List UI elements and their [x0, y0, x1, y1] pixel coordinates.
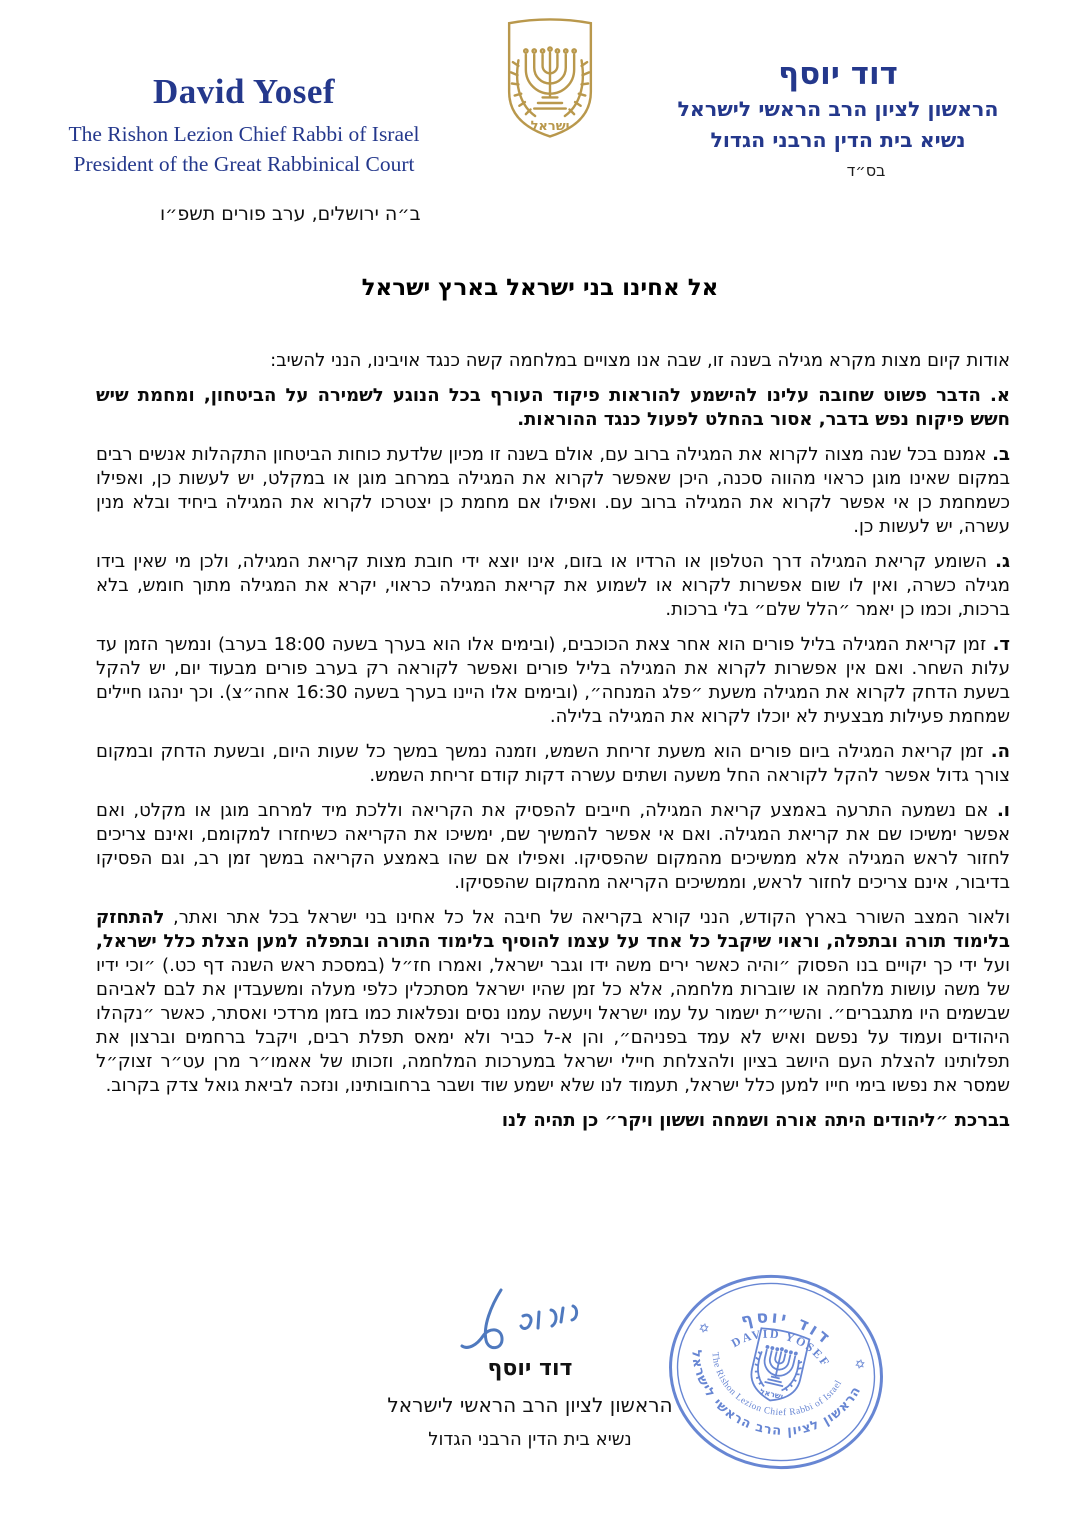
- letter-item-bet: [96, 443, 1010, 539]
- item-marker: ג.: [995, 551, 1010, 572]
- item-marker: ד.: [992, 634, 1010, 655]
- israel-state-emblem-icon: ישראל: [488, 12, 612, 142]
- header-hebrew-title-1: הראשון לציון הרב הראשי לישראל: [677, 97, 999, 121]
- item-text: השומע קריאת המגילה דרך הטלפון או הרדיו או בזום, אינו יוצא ידי חובת מצות קריאת המגילה, ולכן מי שאין בידו מגילה כשרה, ואין לו שום אפשרות לקרוא או לשמוע את קריאת המגילה כראוי, יקרא את המגילה מתוך חומש, בלא ברכות, וכמו כן יאמר ״הלל שלם״ בלי ברכות.: [96, 551, 1010, 620]
- stamp-latin-name: DAVID YOSEF: [728, 1326, 834, 1371]
- letter-title: אל אחינו בני ישראל בארץ ישראל: [361, 275, 719, 301]
- letter-item-dalet: [96, 633, 1010, 729]
- letter-closing: [96, 906, 1010, 1098]
- star-of-david-icon-left: ✡: [696, 1320, 711, 1338]
- header-english-title-2: President of the Great Rabbinical Court: [73, 151, 415, 176]
- item-text: זמן קריאת המגילה ביום פורים הוא משעת זריחת השמש, וזמנה נמשך במשך כל שעות היום, ובשעת הדחק ובמקום צורך גדול אפשר להקל לקוראה החל משעה ושתים עשרה דקות קודם זריחת השמש.: [96, 741, 1010, 786]
- header-hebrew-title-2: נשיא בית הדין הרבני הגדול: [710, 127, 966, 152]
- closing-post: ועל ידי כך יקויים בנו הפסוק ״והיה כאשר ירים משה ידו וגבר ישראל, ואמרו חז״ל (במסכת ראש השנה דף כט.) ״וכי ידיו של משה עושות מלחמה או שוברות מלחמה, אלא כל זמן שהיו ישראל מסתכלין כלפי מעלה ומשעבדין את לבם לאביהם שבשמים היו מתגברים״. והשי״ת ישמור על עמו ישראל ויעשה עמנו נסים ונפלאות כמו בזמן מרדכי ואסתר, כאשר ״נקהלו היהודים ועמוד על נפשם ואיש לא עמד בפניהם״, והן א-ל כביר ולא ימאס תפלת רבים, ויקבל ברחמים וברצון את תפלותינו להצלת העם היושב בציון ולהצלחת חיילי ישראל במערכות המלחמה, וזכותו של אאמו״ר מרן עט״ר זצוק״ל שמסר את נפשו בימי חייו למען כלל ישראל, תעמוד לנו שלא ישמע שוד ושבר ברחובותינו, ונזכה לביאת גואל צדק בקרוב.: [96, 955, 1010, 1096]
- item-text: אמנם בכל שנה מצוה לקרוא את המגילה ברוב עם, אולם בשנה זו מכיון שלדעת כוחות הביטחון התקהלות אנשים רבים במקום שאינו מוגן כראוי מהווה סכנה, היכן שאפשר לקרוא את המגילה במרחב מוגן או במקלט, יש לעשות כן, ואפילו כשמחמת כן אי אפשר לקרוא את המגילה ברוב עם. ואפילו אם מחמת כן יצטרכו לקרוא את המגילה ביחיד ובלא מנין עשרה, יש לעשות כן.: [96, 444, 1010, 537]
- rabbi-official-stamp: [658, 1270, 898, 1482]
- item-marker: ו.: [996, 800, 1010, 821]
- signer-title-2: נשיא בית הדין הרבני הגדול: [428, 1429, 632, 1450]
- letter-body: [96, 349, 1010, 1144]
- item-marker: ב.: [992, 444, 1010, 465]
- header-english: [48, 72, 440, 179]
- item-marker: ה.: [990, 741, 1010, 762]
- header-hebrew-name: דוד יוסף: [778, 56, 898, 92]
- signer-title-1: הראשון לציון הרב הראשי לישראל: [387, 1393, 673, 1417]
- item-text: הדבר פשוט שחובה עלינו להישמע להוראות פיקוד העורף בכל הנוגע לשמירה על הביטחון, ומחמת שיש חשש פיקוח נפש בדבר, אסור בהחלט לפעול כנגד ההוראות.: [96, 385, 1010, 430]
- stamp-hebrew-ring: הראשון לציון הרב הראשי לישראל: [688, 1349, 865, 1439]
- closing-pre: ולאור המצב השורר בארץ הקודש, הנני קורא בקריאה של חיבה אל כל אחינו בני ישראל בכל אתר ואתר,: [173, 907, 1010, 928]
- item-marker: א.: [990, 385, 1010, 406]
- letter-item-alef: [96, 384, 1010, 432]
- letter-blessing: בברכת ״ליהודים היתה אורה ושמחה וששון ויקר״ כן תהיה לנו: [501, 1110, 1010, 1131]
- letter-item-he: [96, 740, 1010, 788]
- item-text: זמן קריאת המגילה בליל פורים הוא אחר צאת הכוכבים, (ובימים אלו הוא בערך בשעה 18:00 בערב) ונמשך הזמן עד עלות השחר. ואם אין אפשרות לקרוא את המגילה בליל פורים ואפשר לקוראה רק בערב פורים מבעוד יום, יש להקל בשעת הדחק לקרוא את המגילה משעת ״פלג המנחה״, (ובימים אלו היינו בערך בשעה 16:30 אחה״צ). וכך ינהגו חיילים שמחמת פעילות מבצעית לא יוכלו לקרוא את המגילה בלילה.: [96, 634, 1010, 727]
- svg-text:הראשון לציון הרב הראשי לישראל: [673, 1346, 865, 1457]
- dateline: ב״ה ירושלים, ערב פורים תשפ״ו: [160, 203, 421, 225]
- closing-bold: להתחזק בלימוד תורה ובתפלה, וראוי שיקבל כל אחד על עצמו להוסיף בלימוד התורה ובתפלה למען הצלת כלל ישראל,: [96, 907, 1010, 952]
- bsd-mark: בס״ד: [846, 160, 886, 180]
- item-text: אם נשמעה התרעה באמצע קריאת המגילה, חייבים להפסיק את הקריאה וללכת מיד למרחב מוגן או מקלט, ואם אפשר ימשיכו שם את קריאת המגילה. ואם אי אפשר להמשיך שם, ימשיכו את הקריאה כשיחזרו למקומם, ואינם צריכים לחזור לראש המגילה אלא ממשיכים מהמקום שהפסיקו. ואפילו אם שהו באמצע הקריאה במשך זמן רב, וגם הפסיקו בדיבור, אינם צריכים לחזור לראש, וממשיכים הקריאה מהמקום שהפסיקו.: [96, 800, 1010, 893]
- header-english-name: David Yosef: [152, 72, 336, 111]
- signer-name: דוד יוסף: [487, 1356, 573, 1381]
- letter-item-vav: [96, 799, 1010, 895]
- letter-intro: אודות קיום מצות מקרא מגילה בשנה זו, שבה אנו מצויים במלחמה קשה כנגד אויבינו, הנני להשיב:: [270, 350, 1010, 371]
- svg-text:דוד יוסף: [735, 1299, 838, 1352]
- handwritten-signature: [435, 1286, 625, 1360]
- stamp-hebrew-name: דוד יוסף: [739, 1307, 836, 1350]
- header-hebrew: [638, 56, 1038, 180]
- letter-item-gimel: [96, 550, 1010, 622]
- stamp-english-ring: The Rishon Lezion Chief Rabbi of Israel: [709, 1351, 845, 1419]
- star-of-david-icon-right: ✡: [852, 1356, 867, 1374]
- header-english-title-1: The Rishon Lezion Chief Rabbi of Israel: [68, 122, 420, 146]
